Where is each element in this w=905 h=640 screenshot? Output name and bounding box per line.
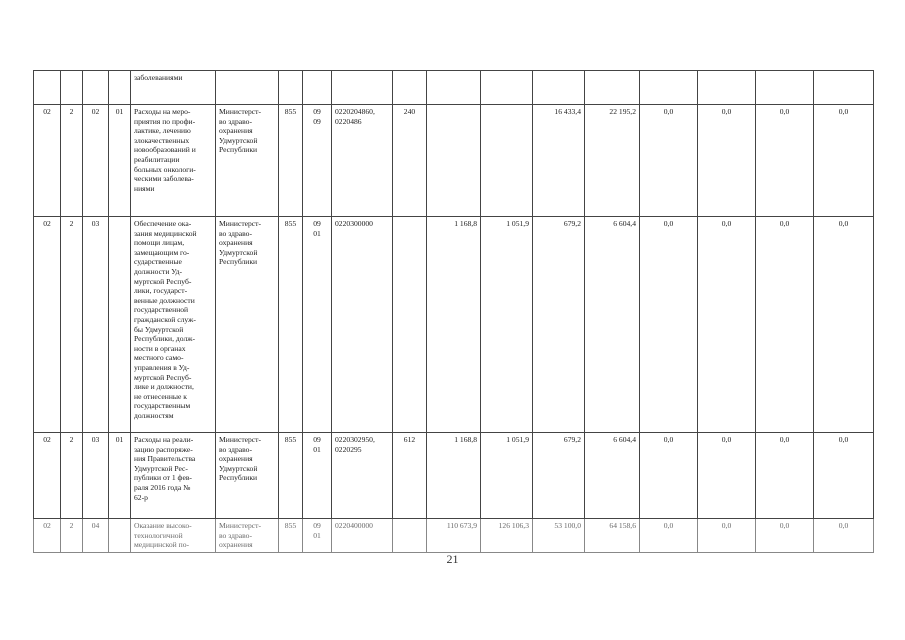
cell-name	[131, 105, 216, 217]
table-cell: 0,0	[814, 519, 874, 553]
table-cell: 0,0	[698, 217, 756, 433]
budget-table	[33, 70, 874, 553]
cell-text-line: муртской Респуб-	[134, 372, 192, 382]
cell-text-line: Республики	[219, 257, 258, 267]
cell-name	[131, 71, 216, 105]
cell-text-line: охранения	[219, 454, 253, 464]
cell-text-line: гражданской служ-	[134, 314, 196, 324]
cell-text-line: Республики	[219, 145, 258, 155]
cell-org	[216, 217, 279, 433]
cell-text-line: охранения	[219, 238, 253, 248]
table-cell: 0,0	[814, 433, 874, 519]
cell-text-line: 09	[313, 435, 321, 444]
cell-text-line: зания медицинской	[134, 228, 197, 238]
cell-text-line: во здраво-	[219, 228, 252, 238]
cell-text-line: 0220204860,	[335, 107, 375, 116]
cell-text-line: Республики	[219, 473, 258, 483]
cell-org	[216, 105, 279, 217]
cell-text-line: 01	[313, 530, 321, 540]
cell-text-line: во здраво-	[219, 116, 252, 126]
cell-text-line: охранения	[219, 126, 253, 136]
cell-text-line: ческими заболева-	[134, 174, 194, 184]
table-cell: 0,0	[698, 519, 756, 553]
cell-text-line: ния Правительства	[134, 454, 196, 464]
table-cell: 1 168,8	[427, 433, 481, 519]
table-cell	[533, 71, 585, 105]
table-cell: 02	[83, 105, 109, 217]
table-cell: 6 604,4	[585, 217, 640, 433]
cell-kfsr	[303, 71, 332, 105]
table-cell: 6 604,4	[585, 433, 640, 519]
table-cell	[756, 71, 814, 105]
cell-text-line: управления в Уд-	[134, 362, 190, 372]
table-cell: 0,0	[698, 105, 756, 217]
cell-text-line: 62-р	[134, 492, 148, 502]
table-cell: 03	[83, 217, 109, 433]
table-cell	[109, 217, 131, 433]
cell-text-line: 09	[313, 521, 321, 530]
cell-text-line: раля 2016 года №	[134, 482, 191, 492]
table-cell: 612	[393, 433, 427, 519]
cell-text-line: Расходы на меро-	[134, 107, 191, 116]
cell-kfsr	[303, 217, 332, 433]
table-cell: 2	[61, 105, 83, 217]
cell-text-line: технологичной	[134, 530, 183, 540]
cell-text-line: замещающим го-	[134, 247, 190, 257]
cell-text-line: муртской Респуб-	[134, 276, 192, 286]
table-cell: 855	[279, 217, 303, 433]
cell-text-line: бы Удмуртской	[134, 324, 184, 334]
table-cell: 855	[279, 433, 303, 519]
cell-text-line: заболеваниями	[134, 73, 183, 82]
table-cell: 0,0	[640, 519, 698, 553]
cell-text-line: должности Уд-	[134, 266, 183, 276]
table-row	[34, 71, 874, 105]
cell-text-line: должностям	[134, 410, 174, 420]
cell-csr	[332, 433, 393, 519]
page-number: 21	[446, 552, 459, 566]
cell-text-line: злокачественных	[134, 135, 190, 145]
cell-text-line: Республики, долж-	[134, 334, 196, 344]
table-cell: 240	[393, 105, 427, 217]
table-cell	[814, 71, 874, 105]
cell-kfsr	[303, 105, 332, 217]
table-row	[34, 217, 874, 433]
table-cell: 02	[34, 519, 61, 553]
table-cell	[393, 217, 427, 433]
cell-name	[131, 519, 216, 553]
cell-text-line: государственным	[134, 401, 191, 411]
table-cell: 02	[34, 433, 61, 519]
table-cell: 0,0	[756, 519, 814, 553]
cell-csr	[332, 519, 393, 553]
table-cell: 02	[34, 217, 61, 433]
cell-text-line: Министерст-	[219, 521, 262, 530]
table-cell: 03	[83, 433, 109, 519]
cell-text-line: 0220486	[335, 116, 362, 126]
table-cell	[393, 71, 427, 105]
cell-text-line: сударственные	[134, 257, 182, 267]
cell-org	[216, 519, 279, 553]
table-cell: 01	[109, 433, 131, 519]
table-cell	[698, 71, 756, 105]
cell-text-line: ниями	[134, 183, 155, 193]
cell-text-line: 09	[313, 219, 321, 228]
cell-text-line: 0220300000	[335, 219, 373, 228]
table-cell	[393, 519, 427, 553]
table-cell: 855	[279, 105, 303, 217]
cell-text-line: 09	[313, 107, 321, 116]
cell-csr	[332, 105, 393, 217]
cell-org	[216, 71, 279, 105]
cell-text-line: местного само-	[134, 353, 184, 363]
cell-text-line: 0220295	[335, 444, 362, 454]
table-cell	[109, 71, 131, 105]
cell-text-line: 0220400000	[335, 521, 373, 530]
table-cell: 110 673,9	[427, 519, 481, 553]
cell-text-line: приятия по профи-	[134, 116, 196, 126]
table-cell: 22 195,2	[585, 105, 640, 217]
table-cell: 0,0	[814, 217, 874, 433]
cell-text-line: 09	[313, 116, 321, 126]
cell-text-line: Оказание высоко-	[134, 521, 192, 530]
table-cell: 0,0	[756, 433, 814, 519]
table-cell	[83, 71, 109, 105]
cell-text-line: лике и должности,	[134, 382, 194, 392]
cell-text-line: реабилитации	[134, 154, 180, 164]
table-cell: 2	[61, 217, 83, 433]
table-cell	[481, 105, 533, 217]
table-cell	[61, 71, 83, 105]
table-cell: 126 106,3	[481, 519, 533, 553]
cell-csr	[332, 217, 393, 433]
table-cell: 53 100,0	[533, 519, 585, 553]
table-cell: 0,0	[698, 433, 756, 519]
cell-text-line: 0220302950,	[335, 435, 375, 444]
table-cell: 2	[61, 519, 83, 553]
table-cell: 01	[109, 105, 131, 217]
table-cell: 0,0	[640, 105, 698, 217]
table-cell	[34, 71, 61, 105]
table-cell: 2	[61, 433, 83, 519]
table-cell: 679,2	[533, 217, 585, 433]
table-cell	[427, 71, 481, 105]
table-cell: 02	[34, 105, 61, 217]
cell-text-line: медицинской по-	[134, 540, 190, 550]
table-cell	[481, 71, 533, 105]
cell-text-line: Удмуртской	[219, 135, 258, 145]
table-cell: 0,0	[756, 217, 814, 433]
table-cell: 0,0	[640, 217, 698, 433]
table-cell	[640, 71, 698, 105]
cell-name	[131, 433, 216, 519]
cell-text-line: Расходы на реали-	[134, 435, 194, 444]
table-cell	[109, 519, 131, 553]
cell-name	[131, 217, 216, 433]
cell-text-line: зацию распоряже-	[134, 444, 193, 454]
cell-text-line: венные должности	[134, 295, 195, 305]
cell-text-line: Министерст-	[219, 219, 262, 228]
cell-text-line: лактике, лечению	[134, 126, 191, 136]
cell-text-line: ности в органах	[134, 343, 186, 353]
cell-text-line: Удмуртской	[219, 247, 258, 257]
cell-text-line: лики, государст-	[134, 286, 188, 296]
table-row	[34, 105, 874, 217]
table-cell	[427, 105, 481, 217]
cell-kfsr	[303, 433, 332, 519]
table-cell: 1 168,8	[427, 217, 481, 433]
cell-text-line: помощи лицам,	[134, 238, 185, 248]
table-cell: 64 158,6	[585, 519, 640, 553]
cell-text-line: 01	[313, 228, 321, 238]
cell-kfsr	[303, 519, 332, 553]
cell-csr	[332, 71, 393, 105]
table-row	[34, 519, 874, 553]
table-row	[34, 433, 874, 519]
cell-text-line: Обеспечение ока-	[134, 219, 192, 228]
cell-text-line: Удмуртской Рес-	[134, 463, 188, 473]
cell-text-line: больных онкологи-	[134, 164, 196, 174]
table-cell: 679,2	[533, 433, 585, 519]
table-cell: 855	[279, 519, 303, 553]
cell-text-line: не отнесенные к	[134, 391, 187, 401]
table-cell	[279, 71, 303, 105]
cell-text-line: 01	[313, 444, 321, 454]
table-cell: 0,0	[814, 105, 874, 217]
table-cell: 1 051,9	[481, 433, 533, 519]
table-cell: 16 433,4	[533, 105, 585, 217]
cell-text-line: Удмуртской	[219, 463, 258, 473]
cell-text-line: Министерст-	[219, 107, 262, 116]
table-cell: 04	[83, 519, 109, 553]
cell-text-line: новообразований и	[134, 145, 196, 155]
table-cell: 1 051,9	[481, 217, 533, 433]
cell-text-line: публики от 1 фев-	[134, 473, 192, 483]
cell-text-line: государственной	[134, 305, 189, 315]
table-cell: 0,0	[640, 433, 698, 519]
cell-text-line: охранения	[219, 540, 253, 550]
table-cell	[585, 71, 640, 105]
cell-text-line: во здраво-	[219, 444, 252, 454]
cell-text-line: Министерст-	[219, 435, 262, 444]
cell-org	[216, 433, 279, 519]
cell-text-line: во здраво-	[219, 530, 252, 540]
table-cell: 0,0	[756, 105, 814, 217]
